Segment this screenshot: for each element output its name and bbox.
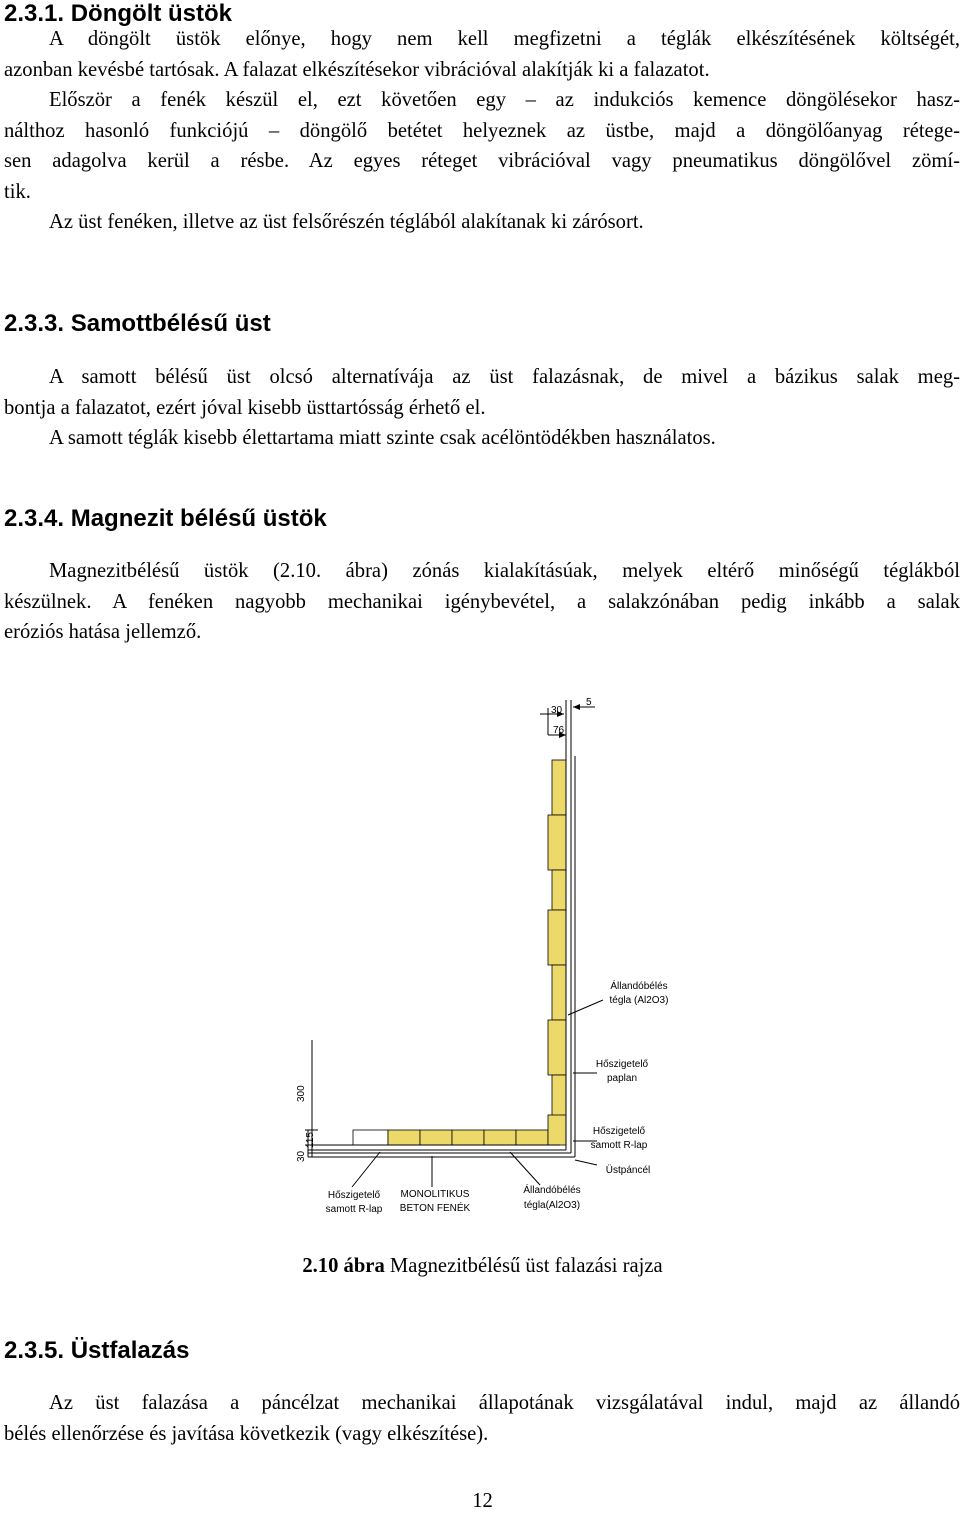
annotation-labels xyxy=(326,979,669,1215)
text-line: Magnezitbélésű üstök (2.10. ábra) zónás kialakításúak, melyek eltérő minőségű téglákból xyxy=(49,560,960,582)
dim-30-label: 30 xyxy=(551,705,563,716)
text-line: A döngölt üstök előnye, hogy nem kell megfizetni a téglák elkészítésének költségét, xyxy=(49,28,960,50)
wall-brick xyxy=(548,1020,566,1075)
text-line: bélés ellenőrzése és javítása következik (vagy elkészítése). xyxy=(4,1422,489,1445)
ladle-lining-diagram xyxy=(0,690,960,1230)
section-heading-234: 2.3.4. Magnezit bélésű üstök xyxy=(4,505,327,532)
text-line: Először a fenék készül el, ezt követően egy – az indukciós kemence döngölésekor hasz- xyxy=(49,89,960,111)
bottom-brick xyxy=(516,1130,548,1145)
wall-brick xyxy=(552,760,566,815)
text-line: Az üst fenéken, illetve az üst felsőrészén téglából alakítanak ki zárósort. xyxy=(49,211,644,233)
label-allando-wall-1: Állandóbélés xyxy=(610,981,668,992)
figure-caption-number: 2.10 ábra xyxy=(302,1255,385,1277)
paragraph-231 xyxy=(4,24,960,238)
text-line: Az üst falazása a páncélzat mechanikai állapotának vizsgálatával indul, majd az állandó xyxy=(49,1392,960,1414)
label-rlap-bottom-1: Hőszigetelő xyxy=(327,1190,381,1201)
label-allando-wall-2: tégla (Al2O3) xyxy=(609,995,669,1006)
label-monolit-2: BETON FENÉK xyxy=(399,1203,471,1214)
wall-brick xyxy=(548,815,566,870)
dim-115-label: 115 xyxy=(305,1132,316,1148)
text-line: nálthoz hasonló funkciójú – döngölő betétet helyeznek az üstbe, majd a döngölőanyag rétege- xyxy=(4,119,960,142)
text-line: A samott téglák kisebb élettartama miatt szinte csak acélöntödékben használatos. xyxy=(49,427,716,449)
bottom-brick xyxy=(452,1130,484,1145)
figure-caption-text: Magnezitbélésű üst falazási rajza xyxy=(384,1255,663,1277)
wall-brick xyxy=(552,870,566,910)
label-ustpancel: Üstpáncél xyxy=(605,1165,651,1176)
label-monolit-1: MONOLITIKUS xyxy=(400,1189,470,1200)
top-dimensions xyxy=(540,700,595,760)
label-rlap-bottom-2: samott R-lap xyxy=(325,1204,383,1215)
text-line: A samott bélésű üst olcsó alternatívája az üst falazásnak, de mivel a bázikus salak meg- xyxy=(49,366,960,388)
bottom-brick xyxy=(388,1130,420,1145)
corner-brick xyxy=(548,1115,566,1145)
wall-brick xyxy=(548,910,566,965)
shell-lines xyxy=(308,756,575,1157)
dim-30b-label: 30 xyxy=(296,1150,307,1162)
label-rlap-right-1: Hőszigetelő xyxy=(592,1126,646,1137)
text-line: azonban kevésbé tartósak. A falazat elkészítésekor vibrációval alakítják ki a falazatot. xyxy=(4,58,710,81)
paragraph-233 xyxy=(4,362,960,454)
label-allando-bottom-1: Állandóbélés xyxy=(523,1185,581,1196)
text-line: sen adagolva kerül a résbe. Az egyes réteget vibrációval vagy pneumatikus döngölővel zömí- xyxy=(4,150,960,172)
bottom-brick xyxy=(484,1130,516,1145)
bottom-brick xyxy=(353,1130,388,1145)
label-paplan-2: paplan xyxy=(606,1073,638,1084)
paragraph-234 xyxy=(4,556,960,648)
text-line: készülnek. A fenéken nagyobb mechanikai igénybevétel, a salakzónában pedig inkább a salak xyxy=(4,590,960,613)
text-line: bontja a falazatot, ezért jóval kisebb üsttartósság érhető el. xyxy=(4,396,486,419)
text-line: tik. xyxy=(4,180,31,203)
paragraph-235 xyxy=(4,1388,960,1449)
wall-brick xyxy=(552,965,566,1020)
section-heading-235: 2.3.5. Üstfalazás xyxy=(4,1337,190,1364)
dim-76-label: 76 xyxy=(553,725,565,736)
page-number: 12 xyxy=(472,1490,493,1512)
bottom-brick xyxy=(420,1130,452,1145)
figure-caption xyxy=(0,1255,960,1278)
text-line: eróziós hatása jellemző. xyxy=(4,621,202,643)
dim-5-label: 5 xyxy=(586,697,592,708)
section-heading-233: 2.3.3. Samottbélésű üst xyxy=(4,310,271,337)
label-allando-bottom-2: tégla(Al2O3) xyxy=(523,1200,581,1211)
label-rlap-right-2: samott R-lap xyxy=(590,1140,648,1151)
dim-300-label: 300 xyxy=(296,1085,307,1102)
label-paplan-1: Hőszigetelő xyxy=(595,1059,649,1070)
section-heading-231: 2.3.1. Döngölt üstök xyxy=(4,0,233,27)
brick-group xyxy=(353,760,566,1145)
